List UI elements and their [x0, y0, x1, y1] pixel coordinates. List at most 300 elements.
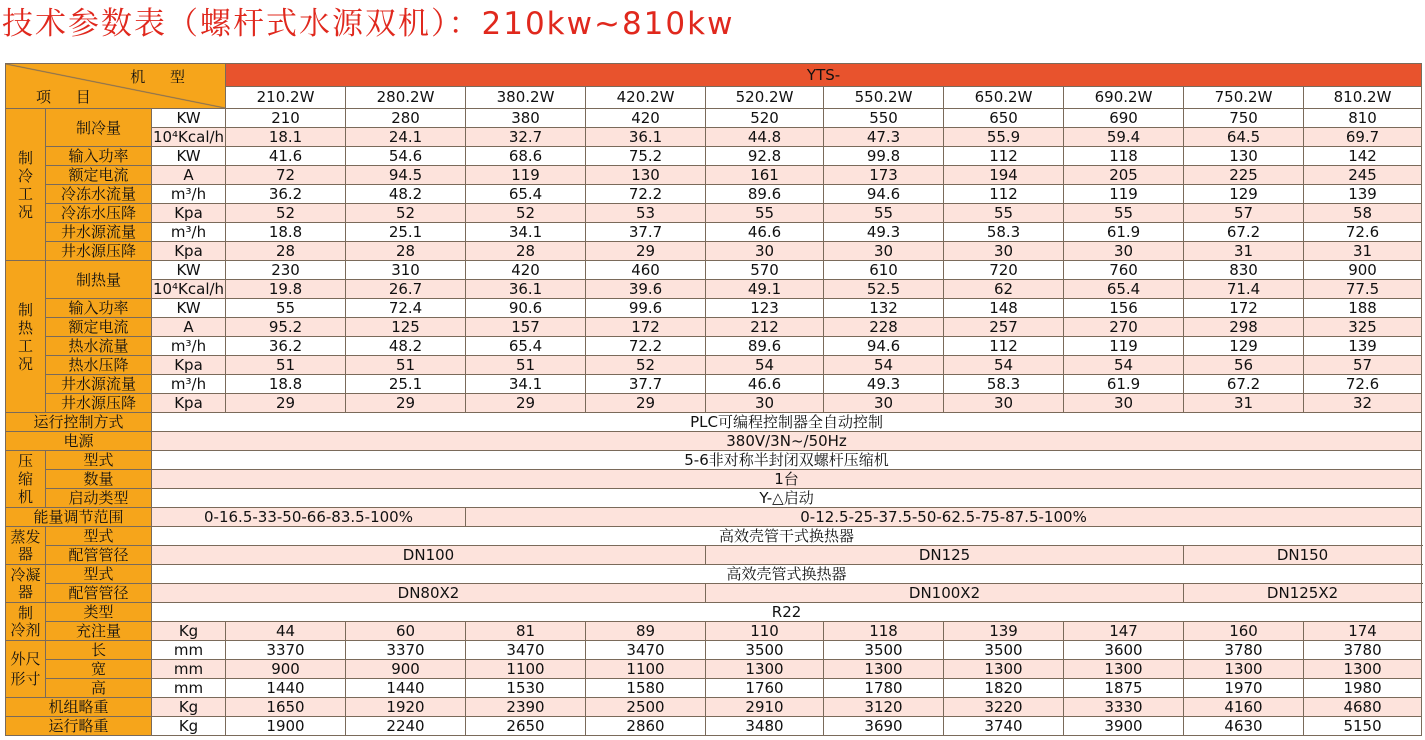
value-cell: 112 — [944, 147, 1064, 166]
evaporator-type-label: 型式 — [46, 527, 152, 546]
value-cell: 32.7 — [466, 128, 586, 147]
value-cell: 3370 — [346, 641, 466, 660]
value-cell: 81 — [466, 622, 586, 641]
value-cell: 225 — [1184, 166, 1304, 185]
value-cell: 18.1 — [226, 128, 346, 147]
compressor-type-label: 型式 — [46, 451, 152, 470]
value-cell: 57 — [1184, 204, 1304, 223]
row-label: 额定电流 — [46, 166, 152, 185]
value-cell: 280 — [346, 109, 466, 128]
value-cell: 3780 — [1184, 641, 1304, 660]
model-label: 机 型 — [130, 68, 196, 86]
value-cell: 129 — [1184, 185, 1304, 204]
value-cell: 36.2 — [226, 185, 346, 204]
value-cell: 4630 — [1184, 717, 1304, 736]
value-cell: 58.3 — [944, 223, 1064, 242]
value-cell: 65.4 — [1064, 280, 1184, 299]
value-cell: 99.6 — [586, 299, 706, 318]
table-row — [6, 641, 1422, 660]
unit-cell: A — [152, 318, 226, 337]
value-cell: 2860 — [586, 717, 706, 736]
table-row — [6, 698, 1422, 717]
value-cell: 30 — [1064, 394, 1184, 413]
value-cell: 29 — [346, 394, 466, 413]
value-cell: 77.5 — [1304, 280, 1422, 299]
dimension-height-label: 高 — [46, 679, 152, 698]
value-cell: 72.2 — [586, 337, 706, 356]
value-cell: 41.6 — [226, 147, 346, 166]
table-row — [6, 147, 1422, 166]
value-cell: 2240 — [346, 717, 466, 736]
table-row — [6, 280, 1422, 299]
value-cell: 3740 — [944, 717, 1064, 736]
value-cell: 112 — [944, 185, 1064, 204]
row-label: 冷冻水流量 — [46, 185, 152, 204]
table-row — [6, 622, 1422, 641]
value-cell: 3330 — [1064, 698, 1184, 717]
unit-cell: Kpa — [152, 356, 226, 375]
value-cell: 1920 — [346, 698, 466, 717]
corner-cell — [6, 64, 226, 109]
value-cell: 37.7 — [586, 375, 706, 394]
value-cell: 3600 — [1064, 641, 1184, 660]
value-cell: 48.2 — [346, 185, 466, 204]
value-cell: 37.7 — [586, 223, 706, 242]
evaporator-group-label: 蒸发 器 — [6, 527, 46, 565]
value-cell: 25.1 — [346, 223, 466, 242]
value-cell: 72 — [226, 166, 346, 185]
value-cell: 44.8 — [706, 128, 824, 147]
capacity-range-b: 0-12.5-25-37.5-50-62.5-75-87.5-100% — [466, 508, 1422, 527]
value-cell: 380 — [466, 109, 586, 128]
value-cell: 690 — [1064, 109, 1184, 128]
value-cell: 4680 — [1304, 698, 1422, 717]
value-cell: 132 — [824, 299, 944, 318]
value-cell: 49.1 — [706, 280, 824, 299]
value-cell: 570 — [706, 261, 824, 280]
table-row — [6, 470, 1422, 489]
value-cell: 29 — [586, 394, 706, 413]
value-cell: 52.5 — [824, 280, 944, 299]
value-cell: 46.6 — [706, 223, 824, 242]
model-name: 650.2W — [944, 86, 1064, 109]
value-cell: 118 — [824, 622, 944, 641]
value-cell: 55 — [1064, 204, 1184, 223]
value-cell: 71.4 — [1184, 280, 1304, 299]
table-row — [6, 128, 1422, 147]
model-name: 210.2W — [226, 86, 346, 109]
row-label: 井水源流量 — [46, 223, 152, 242]
value-cell: 90.6 — [466, 299, 586, 318]
model-name: 280.2W — [346, 86, 466, 109]
unit-cell: KW — [152, 109, 226, 128]
value-cell: 188 — [1304, 299, 1422, 318]
value-cell: 2390 — [466, 698, 586, 717]
value-cell: 95.2 — [226, 318, 346, 337]
condenser-pipe-value: DN100X2 — [706, 584, 1184, 603]
table-row — [6, 261, 1422, 280]
value-cell: 123 — [706, 299, 824, 318]
value-cell: 26.7 — [346, 280, 466, 299]
refrigerant-type-value: R22 — [152, 603, 1422, 622]
value-cell: 28 — [466, 242, 586, 261]
item-label: 项 目 — [36, 88, 101, 106]
value-cell: 62 — [944, 280, 1064, 299]
value-cell: 54 — [706, 356, 824, 375]
value-cell: 44 — [226, 622, 346, 641]
control-label: 运行控制方式 — [6, 413, 152, 432]
value-cell: 139 — [944, 622, 1064, 641]
value-cell: 1980 — [1304, 679, 1422, 698]
condenser-pipe-label: 配管管径 — [46, 584, 152, 603]
value-cell: 2910 — [706, 698, 824, 717]
value-cell: 52 — [586, 356, 706, 375]
model-name: 750.2W — [1184, 86, 1304, 109]
value-cell: 24.1 — [346, 128, 466, 147]
value-cell: 28 — [226, 242, 346, 261]
value-cell: 94.5 — [346, 166, 466, 185]
value-cell: 147 — [1064, 622, 1184, 641]
value-cell: 30 — [824, 394, 944, 413]
series-label: YTS- — [226, 64, 1422, 87]
unit-cell: Kg — [152, 698, 226, 717]
value-cell: 30 — [824, 242, 944, 261]
value-cell: 39.6 — [586, 280, 706, 299]
compressor-start-value: Y-△启动 — [152, 489, 1422, 508]
value-cell: 172 — [1184, 299, 1304, 318]
model-name: 550.2W — [824, 86, 944, 109]
value-cell: 72.2 — [586, 185, 706, 204]
condenser-pipe-value: DN125X2 — [1184, 584, 1422, 603]
value-cell: 51 — [466, 356, 586, 375]
value-cell: 31 — [1184, 394, 1304, 413]
table-row — [6, 546, 1422, 565]
value-cell: 65.4 — [466, 337, 586, 356]
value-cell: 29 — [586, 242, 706, 261]
evaporator-pipe-value: DN125 — [706, 546, 1184, 565]
value-cell: 1970 — [1184, 679, 1304, 698]
table-row — [6, 584, 1422, 603]
compressor-qty-label: 数量 — [46, 470, 152, 489]
value-cell: 119 — [1064, 337, 1184, 356]
value-cell: 68.6 — [466, 147, 586, 166]
value-cell: 30 — [944, 394, 1064, 413]
table-row — [6, 565, 1422, 584]
value-cell: 51 — [346, 356, 466, 375]
value-cell: 210 — [226, 109, 346, 128]
value-cell: 3470 — [466, 641, 586, 660]
row-label: 制冷量 — [46, 109, 152, 147]
value-cell: 1440 — [226, 679, 346, 698]
header-row — [6, 64, 1422, 87]
value-cell: 4160 — [1184, 698, 1304, 717]
value-cell: 60 — [346, 622, 466, 641]
value-cell: 19.8 — [226, 280, 346, 299]
unit-cell: Kpa — [152, 394, 226, 413]
unit-cell: 10⁴Kcal/h — [152, 128, 225, 146]
power-label: 电源 — [6, 432, 152, 451]
value-cell: 92.8 — [706, 147, 824, 166]
row-label: 井水源压降 — [46, 394, 152, 413]
unit-cell: KW — [152, 299, 226, 318]
table-row — [6, 717, 1422, 736]
value-cell: 112 — [944, 337, 1064, 356]
value-cell: 36.2 — [226, 337, 346, 356]
value-cell: 59.4 — [1064, 128, 1184, 147]
condenser-pipe-value: DN80X2 — [152, 584, 706, 603]
row-label: 额定电流 — [46, 318, 152, 337]
value-cell: 194 — [944, 166, 1064, 185]
heating-group-label: 制 热 工 况 — [6, 261, 46, 413]
table-row — [6, 394, 1422, 413]
value-cell: 139 — [1304, 337, 1422, 356]
value-cell: 130 — [1184, 147, 1304, 166]
value-cell: 72.4 — [346, 299, 466, 318]
value-cell: 57 — [1304, 356, 1422, 375]
spec-table — [5, 63, 1422, 736]
value-cell: 34.1 — [466, 375, 586, 394]
value-cell: 161 — [706, 166, 824, 185]
compressor-type-value: 5-6非对称半封闭双螺杆压缩机 — [152, 451, 1422, 470]
dimensions-group-label: 外尺 形寸 — [6, 641, 46, 698]
value-cell: 55 — [226, 299, 346, 318]
value-cell: 900 — [1304, 261, 1422, 280]
value-cell: 125 — [346, 318, 466, 337]
value-cell: 3500 — [706, 641, 824, 660]
value-cell: 30 — [1064, 242, 1184, 261]
model-name: 380.2W — [466, 86, 586, 109]
table-row — [6, 223, 1422, 242]
value-cell: 205 — [1064, 166, 1184, 185]
value-cell: 54.6 — [346, 147, 466, 166]
value-cell: 1580 — [586, 679, 706, 698]
unit-cell: Kg — [152, 622, 226, 641]
value-cell: 46.6 — [706, 375, 824, 394]
model-name: 520.2W — [706, 86, 824, 109]
value-cell: 1100 — [586, 660, 706, 679]
value-cell: 1900 — [226, 717, 346, 736]
compressor-start-label: 启动类型 — [46, 489, 152, 508]
condenser-group-label: 冷凝 器 — [6, 565, 46, 603]
value-cell: 89.6 — [706, 185, 824, 204]
table-row — [6, 508, 1422, 527]
value-cell: 1530 — [466, 679, 586, 698]
table-row — [6, 375, 1422, 394]
value-cell: 129 — [1184, 337, 1304, 356]
value-cell: 61.9 — [1064, 223, 1184, 242]
control-value: PLC可编程控制器全自动控制 — [152, 413, 1422, 432]
value-cell: 3470 — [586, 641, 706, 660]
unit-cell: m³/h — [152, 375, 226, 394]
value-cell: 58.3 — [944, 375, 1064, 394]
value-cell: 1300 — [706, 660, 824, 679]
value-cell: 54 — [944, 356, 1064, 375]
dimension-width-label: 宽 — [46, 660, 152, 679]
value-cell: 89 — [586, 622, 706, 641]
value-cell: 174 — [1304, 622, 1422, 641]
value-cell: 61.9 — [1064, 375, 1184, 394]
table-row — [6, 603, 1422, 622]
table-row — [6, 166, 1422, 185]
unit-cell: mm — [152, 660, 226, 679]
value-cell: 48.2 — [346, 337, 466, 356]
value-cell: 28 — [346, 242, 466, 261]
table-row — [6, 318, 1422, 337]
value-cell: 36.1 — [586, 128, 706, 147]
value-cell: 420 — [466, 261, 586, 280]
run-weight-label: 运行略重 — [6, 717, 152, 736]
value-cell: 156 — [1064, 299, 1184, 318]
value-cell: 34.1 — [466, 223, 586, 242]
value-cell: 58 — [1304, 204, 1422, 223]
value-cell: 1760 — [706, 679, 824, 698]
value-cell: 3370 — [226, 641, 346, 660]
value-cell: 31 — [1304, 242, 1422, 261]
cooling-group-label: 制 冷 工 况 — [6, 109, 46, 261]
unit-cell: 10⁴Kcal/h — [152, 280, 225, 298]
unit-cell: KW — [152, 261, 226, 280]
value-cell: 1440 — [346, 679, 466, 698]
unit-cell: mm — [152, 641, 226, 660]
value-cell: 75.2 — [586, 147, 706, 166]
compressor-qty-value: 1台 — [152, 470, 1422, 489]
compressor-group-label: 压 缩 机 — [6, 451, 46, 508]
value-cell: 32 — [1304, 394, 1422, 413]
value-cell: 1650 — [226, 698, 346, 717]
unit-cell: Kpa — [152, 242, 226, 261]
row-label: 热水流量 — [46, 337, 152, 356]
value-cell: 51 — [226, 356, 346, 375]
value-cell: 64.5 — [1184, 128, 1304, 147]
unit-cell: A — [152, 166, 226, 185]
value-cell: 1300 — [1304, 660, 1422, 679]
value-cell: 3480 — [706, 717, 824, 736]
condenser-type-value: 高效壳管式换热器 — [152, 565, 1422, 584]
value-cell: 118 — [1064, 147, 1184, 166]
value-cell: 2650 — [466, 717, 586, 736]
table-row — [6, 299, 1422, 318]
condenser-type-label: 型式 — [46, 565, 152, 584]
value-cell: 30 — [944, 242, 1064, 261]
value-cell: 173 — [824, 166, 944, 185]
value-cell: 69.7 — [1304, 128, 1422, 147]
value-cell: 720 — [944, 261, 1064, 280]
table-row — [6, 109, 1422, 128]
value-cell: 3900 — [1064, 717, 1184, 736]
evaporator-pipe-label: 配管管径 — [46, 546, 152, 565]
value-cell: 67.2 — [1184, 375, 1304, 394]
value-cell: 1820 — [944, 679, 1064, 698]
capacity-range-a: 0-16.5-33-50-66-83.5-100% — [152, 508, 466, 527]
table-row — [6, 432, 1422, 451]
page-title: 技术参数表（螺杆式水源双机）：210kw~810kw — [2, 6, 735, 42]
value-cell: 650 — [944, 109, 1064, 128]
value-cell: 257 — [944, 318, 1064, 337]
row-label: 输入功率 — [46, 147, 152, 166]
value-cell: 94.6 — [824, 337, 944, 356]
value-cell: 3500 — [824, 641, 944, 660]
row-label: 井水源流量 — [46, 375, 152, 394]
unit-cell: m³/h — [152, 185, 226, 204]
value-cell: 3220 — [944, 698, 1064, 717]
value-cell: 3690 — [824, 717, 944, 736]
value-cell: 148 — [944, 299, 1064, 318]
value-cell: 130 — [586, 166, 706, 185]
table-row — [6, 527, 1422, 546]
unit-cell: Kpa — [152, 204, 226, 223]
unit-cell: KW — [152, 147, 226, 166]
value-cell: 99.8 — [824, 147, 944, 166]
refrigerant-charge-label: 充注量 — [46, 622, 152, 641]
value-cell: 142 — [1304, 147, 1422, 166]
evaporator-pipe-value: DN150 — [1184, 546, 1422, 565]
value-cell: 830 — [1184, 261, 1304, 280]
value-cell: 53 — [586, 204, 706, 223]
capacity-label: 能量调节范围 — [6, 508, 152, 527]
value-cell: 36.1 — [466, 280, 586, 299]
value-cell: 49.3 — [824, 375, 944, 394]
table-row — [6, 679, 1422, 698]
value-cell: 160 — [1184, 622, 1304, 641]
model-name: 810.2W — [1304, 86, 1422, 109]
row-label: 冷冻水压降 — [46, 204, 152, 223]
value-cell: 1100 — [466, 660, 586, 679]
unit-cell: m³/h — [152, 337, 226, 356]
value-cell: 2500 — [586, 698, 706, 717]
value-cell: 55 — [706, 204, 824, 223]
value-cell: 172 — [586, 318, 706, 337]
dimension-length-label: 长 — [46, 641, 152, 660]
row-label: 输入功率 — [46, 299, 152, 318]
corner-diagonal — [6, 64, 225, 108]
value-cell: 270 — [1064, 318, 1184, 337]
power-value: 380V/3N~/50Hz — [152, 432, 1422, 451]
value-cell: 1300 — [944, 660, 1064, 679]
value-cell: 520 — [706, 109, 824, 128]
model-name: 420.2W — [586, 86, 706, 109]
table-row — [6, 413, 1422, 432]
value-cell: 30 — [706, 394, 824, 413]
value-cell: 49.3 — [824, 223, 944, 242]
value-cell: 18.8 — [226, 375, 346, 394]
value-cell: 30 — [706, 242, 824, 261]
table-row — [6, 451, 1422, 470]
value-cell: 1300 — [824, 660, 944, 679]
value-cell: 1300 — [1064, 660, 1184, 679]
value-cell: 47.3 — [824, 128, 944, 147]
value-cell: 52 — [226, 204, 346, 223]
value-cell: 750 — [1184, 109, 1304, 128]
value-cell: 610 — [824, 261, 944, 280]
unit-cell: m³/h — [152, 223, 226, 242]
table-row — [6, 660, 1422, 679]
value-cell: 54 — [824, 356, 944, 375]
value-cell: 55.9 — [944, 128, 1064, 147]
value-cell: 29 — [226, 394, 346, 413]
evaporator-type-value: 高效壳管干式换热器 — [152, 527, 1422, 546]
value-cell: 56 — [1184, 356, 1304, 375]
value-cell: 52 — [346, 204, 466, 223]
value-cell: 110 — [706, 622, 824, 641]
value-cell: 1875 — [1064, 679, 1184, 698]
value-cell: 157 — [466, 318, 586, 337]
row-label: 井水源压降 — [46, 242, 152, 261]
model-name: 690.2W — [1064, 86, 1184, 109]
value-cell: 54 — [1064, 356, 1184, 375]
value-cell: 119 — [466, 166, 586, 185]
value-cell: 65.4 — [466, 185, 586, 204]
table-row — [6, 356, 1422, 375]
